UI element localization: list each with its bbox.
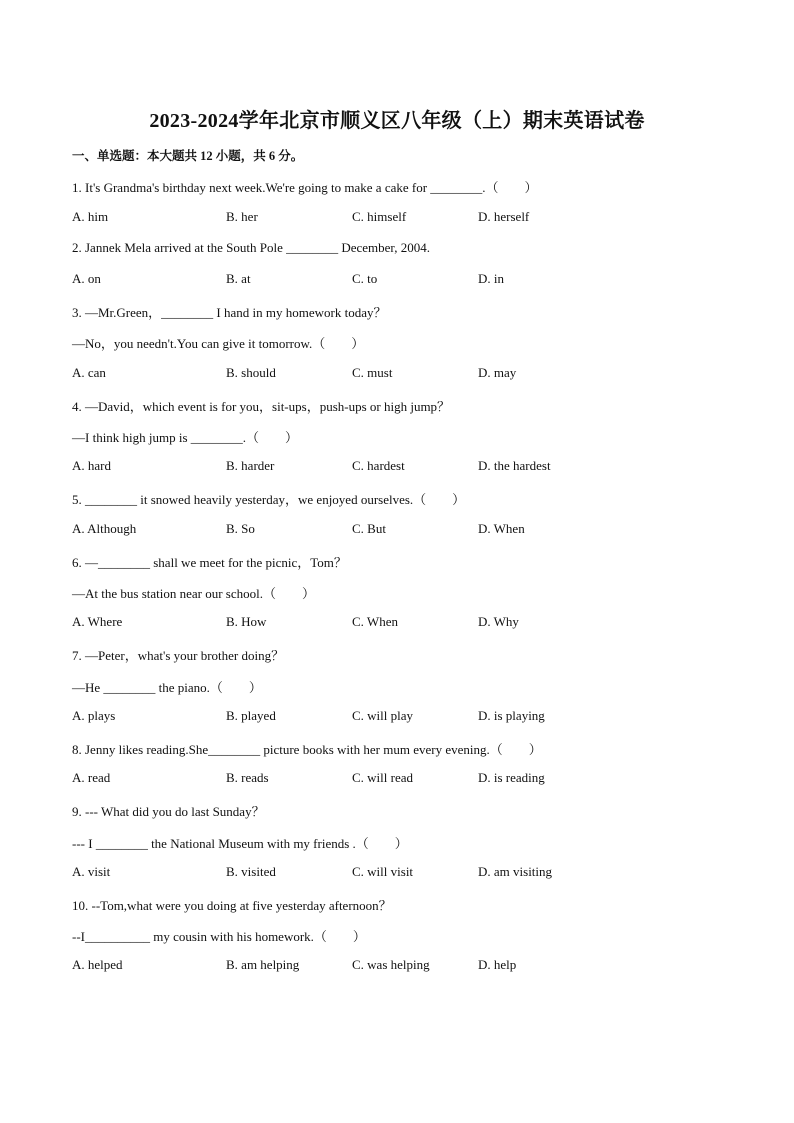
- question-6-option-c: C. When: [352, 614, 398, 629]
- question-5-option-c: C. But: [352, 521, 386, 536]
- question-8-option-d: D. is reading: [478, 770, 545, 785]
- question-8-option-c: C. will read: [352, 770, 414, 785]
- question-10-stem: 10. --Tom,what were you doing at five yesterday afternoon？: [72, 898, 392, 913]
- question-8-option-a: A. read: [72, 770, 111, 785]
- question-5-option-d: D. When: [478, 521, 525, 536]
- question-9-option-d: D. am visiting: [478, 864, 553, 879]
- question-1-option-a: A. him: [72, 209, 109, 224]
- question-2-option-d: D. in: [478, 271, 504, 286]
- question-5-stem: 5. ________ it snowed heavily yesterday，we enjoyed ourselves.（ ）: [72, 492, 466, 507]
- question-6-option-b: B. How: [226, 614, 267, 629]
- question-3-option-a: A. can: [72, 365, 106, 380]
- question-7-option-d: D. is playing: [478, 708, 545, 723]
- question-3-reply: —No，you needn't.You can give it tomorrow.（ ）: [72, 336, 365, 351]
- question-7-option-a: A. plays: [72, 708, 116, 723]
- question-4-option-d: D. the hardest: [478, 458, 551, 473]
- question-9-option-b: B. visited: [226, 864, 276, 879]
- question-10-reply: --I__________ my cousin with his homework.（ ）: [72, 929, 366, 944]
- question-9-reply: --- I ________ the National Museum with my friends .（ ）: [72, 836, 408, 851]
- question-6-stem: 6. —________ shall we meet for the picnic，Tom？: [72, 555, 347, 570]
- section-heading: 一、单选题：本大题共 12 小题，共 6 分。: [72, 149, 304, 163]
- question-6-reply: —At the bus station near our school.（ ）: [72, 586, 315, 601]
- question-2-stem: 2. Jannek Mela arrived at the South Pole ________ December, 2004.: [72, 240, 430, 255]
- question-4-option-b: B. harder: [226, 458, 275, 473]
- question-7-option-b: B. played: [226, 708, 276, 723]
- question-10-option-c: C. was helping: [352, 957, 430, 972]
- question-4-stem: 4. —David，which event is for you，sit-ups，push-ups or high jump？: [72, 399, 451, 414]
- question-7-option-c: C. will play: [352, 708, 414, 723]
- question-6-option-a: A. Where: [72, 614, 123, 629]
- question-10-option-b: B. am helping: [226, 957, 300, 972]
- question-3-option-d: D. may: [478, 365, 517, 380]
- question-5-option-a: A. Although: [72, 521, 137, 536]
- question-4-option-a: A. hard: [72, 458, 111, 473]
- question-2-option-b: B. at: [226, 271, 251, 286]
- question-3-option-b: B. should: [226, 365, 276, 380]
- question-3-option-c: C. must: [352, 365, 393, 380]
- question-9-stem: 9. --- What did you do last Sunday？: [72, 804, 265, 819]
- question-2-option-a: A. on: [72, 271, 101, 286]
- question-1-option-c: C. himself: [352, 209, 407, 224]
- question-2-option-c: C. to: [352, 271, 378, 286]
- question-6-option-d: D. Why: [478, 614, 519, 629]
- question-7-reply: —He ________ the piano.（ ）: [72, 680, 262, 695]
- question-10-option-a: A. helped: [72, 957, 123, 972]
- question-7-stem: 7. —Peter，what's your brother doing？: [72, 648, 285, 663]
- question-1-option-b: B. her: [226, 209, 258, 224]
- question-9-option-c: C. will visit: [352, 864, 414, 879]
- question-9-option-a: A. visit: [72, 864, 111, 879]
- question-1-option-d: D. herself: [478, 209, 530, 224]
- page-title: 2023-2024学年北京市顺义区八年级（上）期末英语试卷: [149, 110, 645, 132]
- question-5-option-b: B. So: [226, 521, 255, 536]
- question-1-stem: 1. It's Grandma's birthday next week.We're going to make a cake for ________.（ ）: [72, 180, 538, 195]
- question-8-option-b: B. reads: [226, 770, 269, 785]
- question-4-option-c: C. hardest: [352, 458, 405, 473]
- question-8-stem: 8. Jenny likes reading.She________ picture books with her mum every evening.（ ）: [72, 742, 542, 757]
- question-3-stem: 3. —Mr.Green，________ I hand in my homework today？: [72, 305, 387, 320]
- question-10-option-d: D. help: [478, 957, 517, 972]
- question-4-reply: —I think high jump is ________.（ ）: [72, 430, 299, 445]
